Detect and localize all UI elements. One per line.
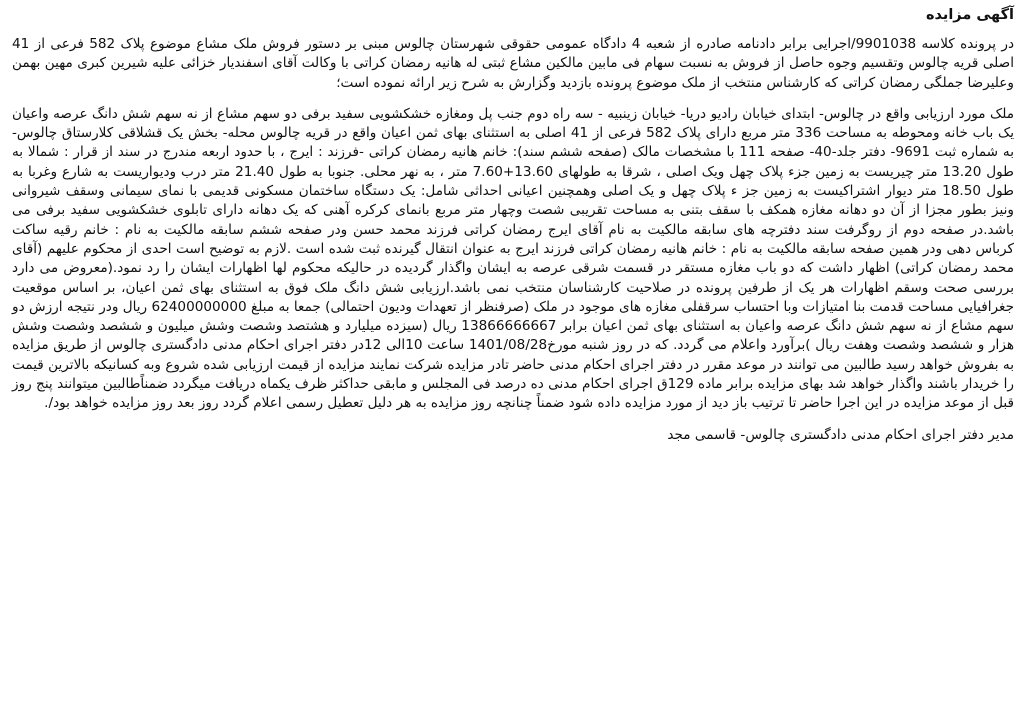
notice-title: آگهی مزایده: [925, 7, 1014, 23]
property-description-paragraph: ملک مورد ارزیابی واقع در چالوس- ابتدای خیابان رادیو دریا- خیابان زینبیه - سه راه دوم جنب پل ومغازه خشکشویی سفید برفی دو سهم مشاع از نه سهم شش دانگ عرصه واعیان یک باب خانه ومحوطه به مساحت 336 متر مربع دارای پلاک 582 فرعی از 41 اصلی به استثنای بهای ثمن اعیان واقع در قریه چالوس محله- بخش یک قشلاقی کلارستاق چالوس- به شماره ثبت 9691- دفتر جلد-40- صفحه 111 با مشخصات مالک (صفحه ششم سند): خانم هانیه رمضان کراتی -فرزند : ایرج ، با حدود اربعه مندرج در سند از قرار : شمالا به طول 13.20 متر چیریست به زمین جزء پلاک چهل ویک اصلی ، شرقا به طولهای 13.60+7.60 متر ، به نهر محلی. جنوبا به طول 21.40 متر درب ودیواریست به شارع وغربا به طول 18.50 متر دیوار اشتراکیست به زمین جز ء پلاک چهل و یک اصلی وهمچنین اعیانی احداثی شامل: یک دستگاه ساختمان مسکونی قدیمی با نمای سیمانی وسقف شیروانی ونیز بطور مجزا از آن دو دهانه مغازه همکف با سقف بتنی به مساحت تقریبی شصت وچهار متر مربع بانمای کرکره آهنی که یک دهانه دارای تابلوی خشکشویی سفید برفی می باشد.در صفحه دوم از روگرفت سند دفترچه های سابقه مالکیت به نام آقای ایرج رمضان کراتی فرزند محمد حسن ودر صفحه ششم سابقه مالکیت به نام : خانم رقیه ساکت کرباس دهی ودر همین صفحه سابقه مالکیت به نام : خانم هانیه رمضان کراتی فرزند ایرج به عنوان انتقال گیرنده ثبت شده است .لازم به توضیح است احدی از محکوم علیهم (آقای محمد رمضان کراتی) اظهار داشت که دو باب مغازه مستقر در قسمت شرقی عرصه به ایشان واگذار گردیده در حالیکه محکوم لها اظهارات ایشان را رد نمود.(معروض می دارد بررسی صحت وسقم اظهارات هر یک از طرفین پرونده در صلاحیت کارشناسان منتخب نمی باشد.ارزیابی شش دانگ ملک فوق به استثنای بهای ثمن اعیان، بر اساس موقعیت جغرافیایی مساحت قدمت بنا امتیازات وبا احتساب سرقفلی مغازه های موجود در ملک (صرفنظر از تعهدات وديون احتمالی) جمعا به مبلغ 62400000000 ریال ودر نتیجه ارزش دو سهم مشاع از نه سهم شش دانگ عرصه واعیان به استثنای بهای ثمن اعیان برابر 13866666667 ریال (سیزده میلیارد و هشتصد وشصت وشش میلیون و ششصد وشصت وشش هزار و ششصد وشصت وهفت ریال )برآورد واعلام می گردد. که در روز شنبه مورخ1401/08/28 ساعت 10الی 12در دفتر اجرای احکام مدنی دادگستری چالوس از طریق مزایده به بفروش خواهد رسید طالبین می توانند در موعد مقرر در دفتر اجرای احکام مدنی حاضر تادر مزایده شرکت نمایند مزایده از قیمت ارزیابی شده شروع وبه کسانیکه بالاترین قیمت را خریدار باشند واگذار خواهد شد بهای مزایده برابر ماده 129ق اجرای احکام مدنی ده درصد فی المجلس و مابقی حداکثر ظرف یکماه دریافت میگردد ضمناًطالبین میتوانند پنج روز قبل از موعد مزایده در این اجرا حاضر تا ترتیب باز دید از مورد مزایده داده شود ضمناً چنانچه روز مزایده به هر دلیل تعطیل رسمی اعلام گردد روز بعد روز مزایده خواهد بود/.: [12, 105, 1015, 412]
intro-paragraph: در پرونده کلاسه 9901038/اجرایی برابر دادنامه صادره از شعبه 4 دادگاه عمومی حقوقی شهرستان چالوس مبنی بر دستور فروش ملک مشاع موضوع پلاک 582 فرعی از 41 اصلی قریه چالوس وتقسیم وجوه حاصل از فروش به نسبت سهام فی مابین مالکین مشاع ثبتی له هانیه رمضان کراتی با وکالت آقای اسفندیار خزائی علیه شیرین کبری مهین بهمن وعلیرضا جملگی رمضان کراتی که کارشناس منتخب از ملک موضوع پرونده بازدید وگزارش به شرح زیر ارائه نموده است؛: [12, 36, 1015, 91]
signature-line: مدیر دفتر اجرای احکام مدنی دادگستری چالوس- قاسمی مجد: [667, 426, 1014, 443]
auction-notice: [12, 6, 1014, 445]
